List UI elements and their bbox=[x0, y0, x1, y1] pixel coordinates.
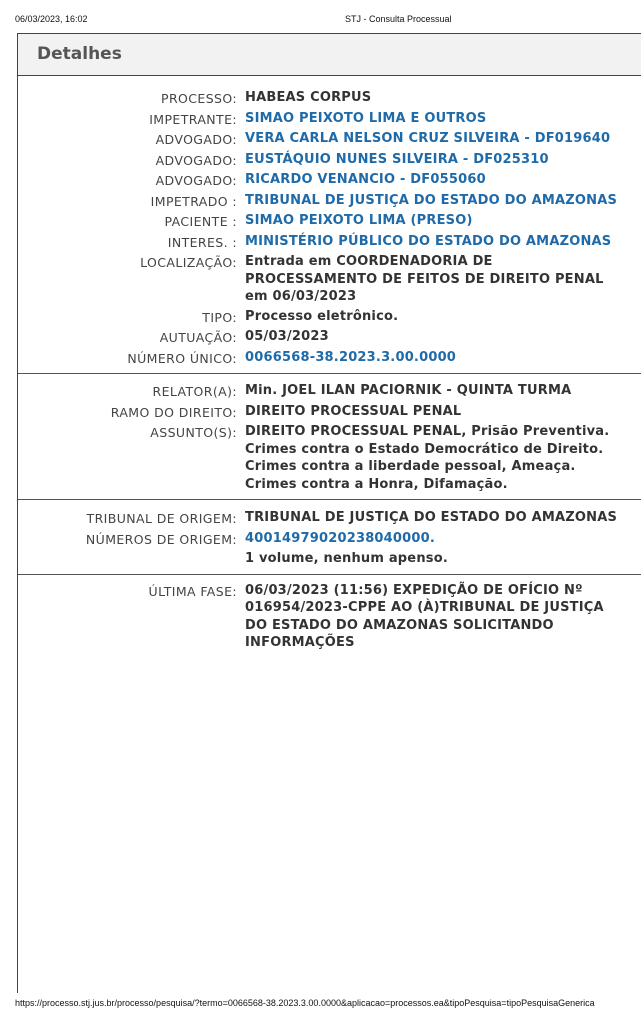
detail-row bbox=[18, 89, 641, 108]
detail-row bbox=[18, 110, 641, 129]
panel-title: Detalhes bbox=[37, 44, 122, 64]
detail-row bbox=[18, 509, 641, 528]
detail-label: LOCALIZAÇÃO: bbox=[140, 255, 237, 270]
details-sections bbox=[18, 76, 641, 658]
details-section-1 bbox=[18, 76, 641, 373]
detail-label: TRIBUNAL DE ORIGEM: bbox=[86, 511, 237, 526]
detail-value-link[interactable]: VERA CARLA NELSON CRUZ SILVEIRA - DF019640 bbox=[245, 131, 611, 146]
detail-row bbox=[18, 253, 641, 306]
detail-label: IMPETRANTE: bbox=[149, 111, 237, 127]
detail-label: RELATOR(A): bbox=[152, 384, 237, 399]
panel-header bbox=[18, 34, 641, 76]
detail-row bbox=[18, 423, 641, 493]
detail-label: RAMO DO DIREITO: bbox=[110, 404, 237, 420]
print-page-title: STJ - Consulta Processual bbox=[345, 14, 452, 24]
detail-row bbox=[18, 349, 641, 368]
detail-value-link[interactable]: 40014979020238040000. bbox=[245, 530, 436, 546]
detail-row bbox=[18, 308, 641, 327]
detail-value: TRIBUNAL DE JUSTIÇA DO ESTADO DO AMAZONAS bbox=[245, 510, 618, 525]
detail-row bbox=[18, 550, 641, 568]
detail-value: HABEAS CORPUS bbox=[245, 90, 372, 105]
detail-label: ADVOGADO: bbox=[155, 152, 237, 168]
detail-label: IMPETRADO : bbox=[150, 193, 237, 209]
print-header bbox=[0, 0, 641, 24]
detail-label: ASSUNTO(S): bbox=[150, 425, 237, 440]
print-footer-url: https://processo.stj.jus.br/processo/pesquisa/?termo=0066568-38.2023.3.00.0000&aplicacao=processos.ea&tipoPesquisa=tipoPesquisaGenerica bbox=[15, 998, 595, 1008]
detail-row bbox=[18, 171, 641, 190]
detail-value-link[interactable]: TRIBUNAL DE JUSTIÇA DO ESTADO DO AMAZONAS bbox=[245, 192, 618, 208]
detail-value: Processo eletrônico. bbox=[245, 308, 399, 324]
detail-value: 1 volume, nenhum apenso. bbox=[245, 551, 448, 566]
detail-row bbox=[18, 582, 641, 652]
detail-value: 05/03/2023 bbox=[245, 329, 329, 344]
detail-row bbox=[18, 212, 641, 231]
detail-row bbox=[18, 403, 641, 422]
detail-value: DIREITO PROCESSUAL PENAL, Prisão Preventiva. Crimes contra o Estado Democrático de Direito. Crimes contra a liberdade pessoal, Ameaça. Crimes contra a Honra, Difamação. bbox=[245, 424, 610, 492]
detail-value-link[interactable]: RICARDO VENANCIO - DF055060 bbox=[245, 172, 486, 187]
detail-label: ADVOGADO: bbox=[155, 173, 237, 188]
detail-value-link[interactable]: SIMAO PEIXOTO LIMA (PRESO) bbox=[245, 213, 473, 228]
detail-label: NÚMERO ÚNICO: bbox=[127, 350, 237, 366]
details-section-3 bbox=[18, 499, 641, 574]
details-panel bbox=[17, 33, 641, 993]
detail-row bbox=[18, 151, 641, 170]
detail-row bbox=[18, 192, 641, 211]
detail-value-link[interactable]: SIMAO PEIXOTO LIMA E OUTROS bbox=[245, 110, 487, 126]
detail-value: Entrada em COORDENADORIA DE PROCESSAMENTO DE FEITOS DE DIREITO PENAL em 06/03/2023 bbox=[245, 254, 604, 304]
print-datetime: 06/03/2023, 16:02 bbox=[15, 14, 88, 24]
detail-label: ÚLTIMA FASE: bbox=[148, 583, 237, 599]
detail-label: TIPO: bbox=[202, 309, 237, 325]
detail-value: 06/03/2023 (11:56) EXPEDIÇÃO DE OFÍCIO Nº 016954/2023-CPPE AO (À)TRIBUNAL DE JUSTIÇA DO ESTADO DO AMAZONAS SOLICITANDO INFORMAÇÕES bbox=[245, 582, 604, 650]
detail-label: PROCESSO: bbox=[161, 91, 237, 106]
detail-label: AUTUAÇÃO: bbox=[159, 330, 237, 345]
detail-value-link[interactable]: MINISTÉRIO PÚBLICO DO ESTADO DO AMAZONAS bbox=[245, 233, 612, 249]
detail-label: PACIENTE : bbox=[164, 214, 237, 229]
detail-value: Min. JOEL ILAN PACIORNIK - QUINTA TURMA bbox=[245, 383, 572, 398]
detail-label: ADVOGADO: bbox=[155, 132, 237, 147]
detail-row bbox=[18, 328, 641, 347]
detail-row bbox=[18, 530, 641, 549]
detail-label bbox=[18, 550, 237, 568]
detail-label: NÚMEROS DE ORIGEM: bbox=[85, 531, 237, 547]
detail-row bbox=[18, 382, 641, 401]
detail-value-link[interactable]: 0066568-38.2023.3.00.0000 bbox=[245, 349, 457, 365]
detail-label: INTERES. : bbox=[167, 234, 237, 250]
detail-row bbox=[18, 233, 641, 252]
details-section-2 bbox=[18, 373, 641, 499]
details-section-4 bbox=[18, 574, 641, 658]
detail-value: DIREITO PROCESSUAL PENAL bbox=[245, 403, 462, 419]
detail-value-link[interactable]: EUSTÁQUIO NUNES SILVEIRA - DF025310 bbox=[245, 151, 549, 167]
detail-row bbox=[18, 130, 641, 149]
